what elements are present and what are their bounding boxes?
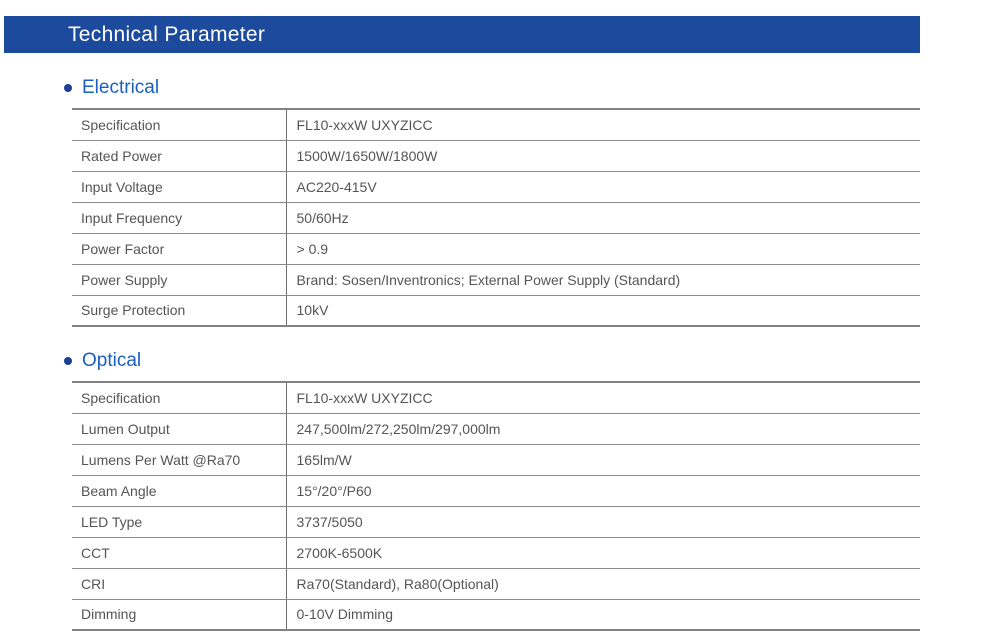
spec-label: Rated Power <box>72 140 286 171</box>
table-row <box>72 109 920 140</box>
table-row <box>72 382 920 413</box>
bullet-icon <box>64 357 72 365</box>
spec-value: 50/60Hz <box>286 202 920 233</box>
spec-label: Power Supply <box>72 264 286 295</box>
spec-value: 165lm/W <box>286 444 920 475</box>
spec-label: LED Type <box>72 506 286 537</box>
table-row <box>72 537 920 568</box>
spec-label: Input Voltage <box>72 171 286 202</box>
section-title: Electrical <box>82 77 160 98</box>
table-row <box>72 444 920 475</box>
electrical-table <box>72 108 920 327</box>
table-row <box>72 202 920 233</box>
spec-value: FL10-xxxW UXYZICC <box>286 382 920 413</box>
optical-table <box>72 381 920 631</box>
page-title: Technical Parameter <box>68 23 266 46</box>
spec-value: FL10-xxxW UXYZICC <box>286 109 920 140</box>
spec-label: CCT <box>72 537 286 568</box>
table-row <box>72 475 920 506</box>
table-row <box>72 413 920 444</box>
table-row <box>72 599 920 630</box>
section-heading-electrical <box>64 77 987 99</box>
spec-value: 247,500lm/272,250lm/297,000lm <box>286 413 920 444</box>
section-heading-optical <box>64 350 987 372</box>
spec-label: Power Factor <box>72 233 286 264</box>
spec-value: > 0.9 <box>286 233 920 264</box>
spec-label: Surge Protection <box>72 295 286 326</box>
spec-value: 10kV <box>296 302 329 319</box>
spec-label: Lumen Output <box>72 413 286 444</box>
spec-value: 15°/20°/P60 <box>286 475 920 506</box>
spec-label: Specification <box>72 382 286 413</box>
spec-value: AC220-415V <box>286 171 920 202</box>
spec-value: 2700K-6500K <box>286 537 920 568</box>
spec-value: Brand: Sosen/Inventronics; External Power Supply (Standard) <box>286 264 920 295</box>
table-row <box>72 233 920 264</box>
spec-label: Input Frequency <box>72 202 286 233</box>
spec-label: Specification <box>72 109 286 140</box>
spec-label: Dimming <box>72 599 286 630</box>
section-title: Optical <box>82 350 142 371</box>
table-row <box>72 568 920 599</box>
title-bar <box>4 16 920 53</box>
spec-label: Beam Angle <box>72 475 286 506</box>
spec-value: 3737/5050 <box>286 506 920 537</box>
spec-value: Ra70(Standard), Ra80(Optional) <box>286 568 920 599</box>
table-row <box>72 140 920 171</box>
table-row <box>72 264 920 295</box>
bullet-icon <box>64 84 72 92</box>
spec-value: 0-10V Dimming <box>296 606 393 623</box>
spec-label: Lumens Per Watt @Ra70 <box>72 444 286 475</box>
spec-label: CRI <box>72 568 286 599</box>
table-row <box>72 295 920 326</box>
spec-value: 1500W/1650W/1800W <box>286 140 920 171</box>
table-row <box>72 171 920 202</box>
table-row <box>72 506 920 537</box>
